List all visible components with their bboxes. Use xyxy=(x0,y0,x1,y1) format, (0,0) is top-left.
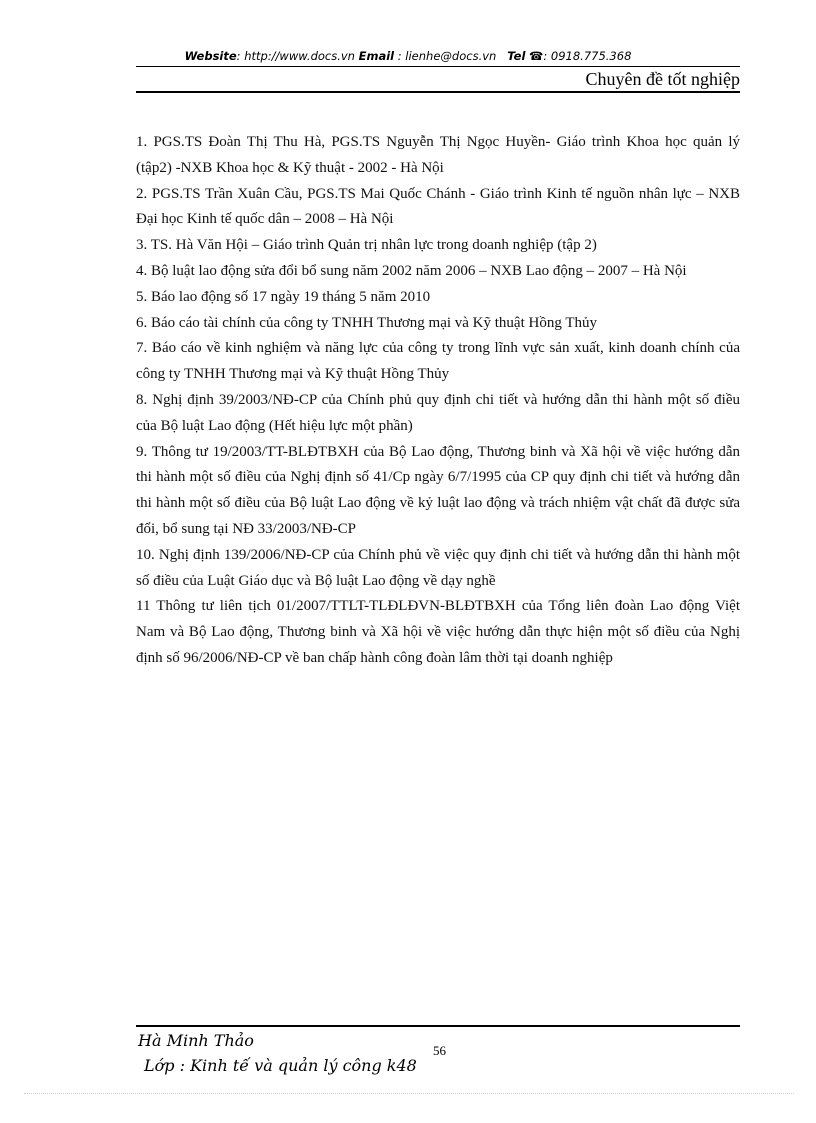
reference-item: 9. Thông tư 19/2003/TT-BLĐTBXH của Bộ Lao động, Thương binh và Xã hội về việc hướng dẫn thi hành một số điều của Nghị định số 41/Cp ngày 6/7/1995 của CP quy định chi tiết và hướng dẫn thi hành một số điều của Bộ luật Lao động về kỷ luật lao động và trách nhiệm vật chất đã được sửa đổi, bổ sung tại NĐ 33/2003/NĐ-CP xyxy=(136,443,740,537)
website-label: Website xyxy=(184,49,237,63)
reference-item: 8. Nghị định 39/2003/NĐ-CP của Chính phủ quy định chi tiết và hướng dẫn thi hành một số điều của Bộ luật Lao động (Hết hiệu lực một phần) xyxy=(136,391,740,434)
page-bottom-dotted-line xyxy=(24,1093,794,1094)
reference-item: 4. Bộ luật lao động sửa đổi bổ sung năm 2002 năm 2006 – NXB Lao động – 2007 – Hà Nội xyxy=(136,262,687,279)
footer-class-info: Lớp : Kinh tế và quản lý công k48 xyxy=(144,1056,417,1075)
footer-divider xyxy=(136,1025,740,1027)
email-label: Email xyxy=(358,49,395,63)
tel-label: Tel xyxy=(507,49,526,63)
reference-item: 10. Nghị định 139/2006/NĐ-CP của Chính phủ về việc quy định chi tiết và hướng dẫn thi hành một số điều của Luật Giáo dục và Bộ luật Lao động về dạy nghề xyxy=(136,546,740,589)
footer-author: Hà Minh Thảo xyxy=(138,1031,254,1050)
reference-list xyxy=(136,130,740,672)
website-value[interactable]: : http://www.docs.vn xyxy=(236,49,355,63)
email-value[interactable]: : lienhe@docs.vn xyxy=(394,49,497,63)
phone-icon: ☎ xyxy=(529,49,544,63)
reference-item: 5. Báo lao động số 17 ngày 19 tháng 5 năm 2010 xyxy=(136,288,431,305)
reference-item: 6. Báo cáo tài chính của công ty TNHH Thương mại và Kỹ thuật Hồng Thủy xyxy=(136,314,597,331)
reference-item: 3. TS. Hà Văn Hội – Giáo trình Quản trị nhân lực trong doanh nghiệp (tập 2) xyxy=(136,237,597,254)
header-divider xyxy=(136,66,740,67)
site-header xyxy=(0,48,816,64)
reference-item: 2. PGS.TS Trần Xuân Cầu, PGS.TS Mai Quốc Chánh - Giáo trình Kinh tế nguồn nhân lực – NXB Đại học Kinh tế quốc dân – 2008 – Hà Nội xyxy=(136,185,740,228)
tel-value: : 0918.775.368 xyxy=(543,49,632,63)
page-number: 56 xyxy=(433,1043,446,1058)
reference-item: 1. PGS.TS Đoàn Thị Thu Hà, PGS.TS Nguyễn Thị Ngọc Huyền- Giáo trình Khoa học quản lý (tập2) -NXB Khoa học & Kỹ thuật - 2002 - Hà Nội xyxy=(136,134,740,176)
document-title: Chuyên đề tốt nghiệp xyxy=(585,69,740,89)
title-divider xyxy=(136,91,740,93)
reference-item: 11 Thông tư liên tịch 01/2007/TTLT-TLĐLĐVN-BLĐTBXH của Tổng liên đoàn Lao động Việt Nam và Bộ Lao động, Thương binh và Xã hội về việc hướng dẫn thực hiện một số điều của Nghị định số 96/2006/NĐ-CP về ban chấp hành công đoàn lâm thời tại doanh nghiệp xyxy=(136,598,740,666)
reference-item: 7. Báo cáo về kinh nghiệm và năng lực của công ty trong lĩnh vực sản xuất, kinh doanh chính của công ty TNHH Thương mại và Kỹ thuật Hồng Thủy xyxy=(136,340,740,383)
